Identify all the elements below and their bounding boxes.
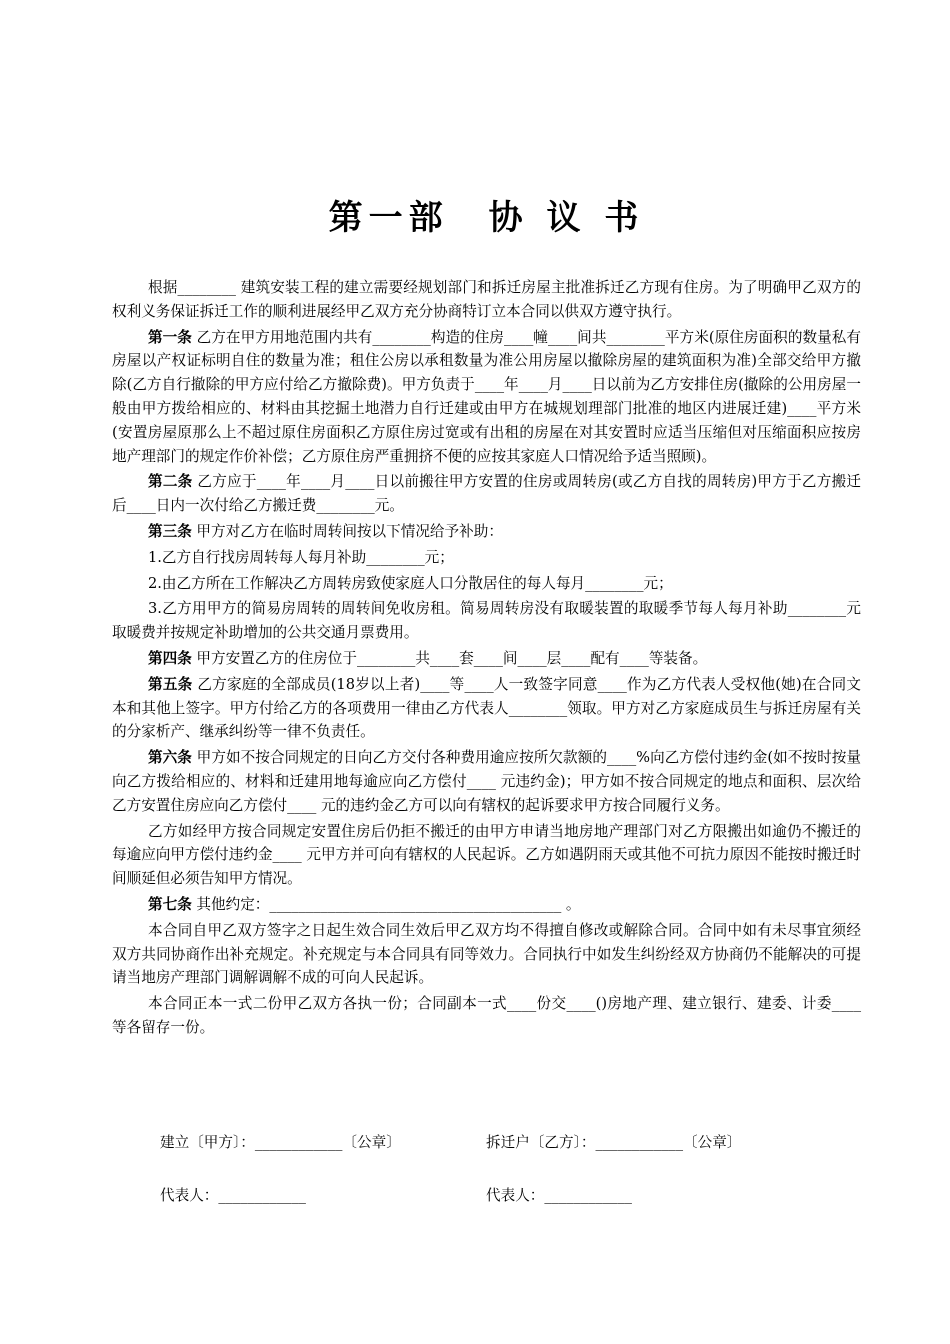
article-7-text: 其他约定：________________________________________ 。 bbox=[191, 895, 581, 913]
article-3-text: 甲方对乙方在临时周转间按以下情况给予补助： bbox=[191, 522, 503, 540]
article-6-label: 第六条 bbox=[148, 749, 192, 767]
article-5-label: 第五条 bbox=[148, 675, 193, 693]
article-3-item: 2.由乙方所在工作解决乙方周转房致使家庭人口分散居住的每人每月________元； bbox=[148, 574, 673, 592]
article-6 bbox=[112, 746, 861, 817]
article-2-label: 第二条 bbox=[148, 473, 193, 491]
article-7 bbox=[112, 893, 861, 917]
article-6-text: 甲方如不按合同规定的日向乙方交付各种费用逾应按所欠款额的____%向乙方偿付违约金(如不按时按量向乙方拨给相应的、材料和迁建用地每逾应向乙方偿付____ 元违约金)；甲方如不按合同规定的地点和面积、层次给乙方安置住房应向乙方偿付____ 元的违约金乙方可以向有辖权的起诉要求甲方按合同履行义务。 bbox=[112, 749, 861, 814]
article-2-text: 乙方应于____年____月____日以前搬往甲方安置的住房或周转房(或乙方自找的周转房)甲方于乙方搬迁后____日内一次付给乙方搬迁费________元。 bbox=[112, 473, 861, 515]
article-3-item: 1.乙方自行找房周转每人每月补助________元； bbox=[148, 548, 454, 566]
party-a-signature: 建立〔甲方〕：____________〔公章〕 bbox=[160, 1134, 401, 1151]
effect-paragraph: 本合同自甲乙双方签字之日起生效合同生效后甲乙双方均不得擅自修改或解除合同。合同中如有未尽事宜须经双方共同协商作出补充规定。补充规定与本合同具有同等效力。合同执行中如发生纠纷经双方协商仍不能解决的可提请当地房产理部门调解调解不成的可向人民起诉。 bbox=[112, 921, 861, 987]
party-b-representative: 代表人：____________ bbox=[486, 1187, 632, 1204]
article-2 bbox=[112, 470, 861, 518]
article-4 bbox=[112, 647, 861, 671]
article-5-text: 乙方家庭的全部成员(18岁以上者)____等____人一致签字同意____作为乙方代表人受权他(她)在合同文本和其他上签字。甲方付给乙方的各项费用一律由乙方代表人________领取。甲方对乙方家庭成员生与拆迁房屋有关的分家析产、继承纠纷等一律不负责任。 bbox=[112, 675, 861, 741]
document-body bbox=[112, 276, 866, 1042]
article-3-item: 3.乙方用甲方的简易房周转的周转间免收房租。简易周转房没有取暖装置的取暖季节每人每月补助________元取暖费并按规定补助增加的公共交通月票费用。 bbox=[112, 600, 861, 642]
article-3-label: 第三条 bbox=[148, 522, 192, 540]
article-4-text: 甲方安置乙方的住房位于________共____套____间____层____配有____等装备。 bbox=[191, 649, 708, 667]
article-7-label: 第七条 bbox=[148, 895, 192, 913]
party-a-representative: 代表人：____________ bbox=[160, 1187, 306, 1204]
article-1-label: 第一条 bbox=[148, 328, 192, 346]
refusal-paragraph: 乙方如经甲方按合同规定安置住房后仍拒不搬迁的由甲方申请当地房地产理部门对乙方限搬出如逾仍不搬迁的每逾应向甲方偿付违约金____ 元甲方并可向有辖权的人民起诉。乙方如遇阴雨天或其他不可抗力原因不能按时搬迁时间顺延但必须告知甲方情况。 bbox=[112, 822, 861, 888]
party-b-signature: 拆迁户〔乙方〕：____________〔公章〕 bbox=[486, 1134, 742, 1151]
article-3 bbox=[112, 520, 861, 544]
article-1 bbox=[112, 326, 861, 469]
article-1-text: 乙方在甲方用地范围内共有________构造的住房____幢____间共________平方米(原住房面积的数量私有房屋以产权证标明自住的数量为准；租住公房以承租数量为准公用房屋以撤除房屋的建筑面积为准)全部交给甲方撤除(乙方自行撤除的甲方应付给乙方撤除费)。甲方负责于____年____月____日以前为乙方安排住房(撤除的公用房屋一般由甲方拨给相应的、材料由其挖掘土地潜力自行迁建或由甲方在城规划理部门批准的地区内进展迁建)____平方米(安置房屋原那么上不超过原住房面积乙方原住房过宽或有出租的房屋在对其安置时应适当压缩但对压缩面积应按房地产理部门的规定作价补偿；乙方原住房严重拥挤不便的应按其家庭人口情况给予适当照顾)。 bbox=[112, 328, 861, 465]
document-title: 第一部 协 议 书 bbox=[328, 198, 645, 238]
article-4-label: 第四条 bbox=[148, 649, 192, 667]
copies-paragraph: 本合同正本一式二份甲乙双方各执一份；合同副本一式____份交____()房地产理、建立银行、建委、计委____ 等各留存一份。 bbox=[112, 995, 866, 1036]
article-5 bbox=[112, 673, 861, 744]
intro-paragraph: 根据________ 建筑安装工程的建立需要经规划部门和拆迁房屋主批准拆迁乙方现有住房。为了明确甲乙双方的权利义务保证拆迁工作的顺利进展经甲乙双方充分协商特订立本合同以供双方遵守执行。 bbox=[112, 279, 861, 320]
